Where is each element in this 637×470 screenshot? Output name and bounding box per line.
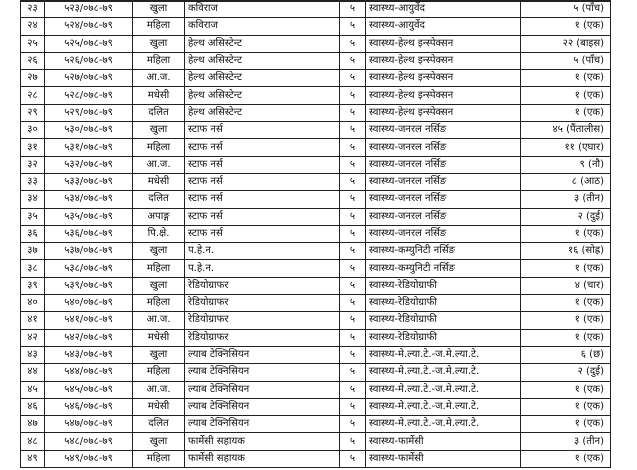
level-cell: ५: [340, 52, 366, 69]
quota-group-cell: महिला: [133, 260, 185, 277]
vacancy-count-cell: ६ (छ): [521, 346, 611, 363]
quota-group-cell: महिला: [133, 450, 185, 467]
level-cell: ५: [340, 18, 366, 35]
quota-group-cell: खुला: [133, 243, 185, 260]
post-name-cell: ल्याब टेक्निसियन: [185, 398, 340, 415]
service-group-cell: स्वास्थ्य-कम्युनिटी नर्सिङ: [366, 243, 521, 260]
level-cell: ५: [340, 104, 366, 121]
table-row: [21, 191, 611, 208]
service-group-cell: स्वास्थ्य-रेडियोग्राफी: [366, 329, 521, 346]
vacancy-count-cell: १ (एक): [521, 312, 611, 329]
table-row: [21, 18, 611, 35]
serial-number-cell: ४२: [21, 329, 45, 346]
serial-number-cell: ४१: [21, 312, 45, 329]
post-name-cell: हेल्थ असिस्टेन्ट: [185, 87, 340, 104]
table-row: [21, 156, 611, 173]
serial-number-cell: २६: [21, 52, 45, 69]
service-group-cell: स्वास्थ्य-हेल्थ इन्स्पेक्सन: [366, 52, 521, 69]
service-group-cell: स्वास्थ्य-रेडियोग्राफी: [366, 312, 521, 329]
advertisement-code-cell: ५३९/०७८-७९: [45, 277, 133, 294]
post-name-cell: फार्मेसी सहायक: [185, 450, 340, 467]
quota-group-cell: दलित: [133, 104, 185, 121]
serial-number-cell: ४७: [21, 416, 45, 433]
serial-number-cell: ३६: [21, 225, 45, 242]
table-row: [21, 398, 611, 415]
quota-group-cell: मधेसी: [133, 87, 185, 104]
service-group-cell: स्वास्थ्य-जनरल नर्सिङ: [366, 208, 521, 225]
vacancy-count-cell: २२ (बाइस): [521, 35, 611, 52]
serial-number-cell: ३२: [21, 156, 45, 173]
service-group-cell: स्वास्थ्य-मे.ल्या.टे.-ज.मे.ल्या.टे.: [366, 398, 521, 415]
table-row: [21, 87, 611, 104]
advertisement-code-cell: ५३०/०७८-७९: [45, 122, 133, 139]
service-group-cell: स्वास्थ्य-रेडियोग्राफी: [366, 277, 521, 294]
vacancy-count-cell: १ (एक): [521, 260, 611, 277]
vacancy-count-cell: ३ (तीन): [521, 191, 611, 208]
service-group-cell: स्वास्थ्य-मे.ल्या.टे.-ज.मे.ल्या.टे.: [366, 346, 521, 363]
level-cell: ५: [340, 381, 366, 398]
level-cell: ५: [340, 70, 366, 87]
post-name-cell: फार्मेसी सहायक: [185, 433, 340, 450]
table-row: [21, 122, 611, 139]
vacancy-table-page: [20, 0, 610, 468]
quota-group-cell: अपाङ्ग: [133, 208, 185, 225]
level-cell: ५: [340, 35, 366, 52]
serial-number-cell: २७: [21, 70, 45, 87]
level-cell: ५: [340, 450, 366, 467]
post-name-cell: ल्याब टेक्निसियन: [185, 381, 340, 398]
vacancy-count-cell: २ (दुई): [521, 364, 611, 381]
quota-group-cell: महिला: [133, 364, 185, 381]
service-group-cell: स्वास्थ्य-आयुर्वेद: [366, 1, 521, 18]
level-cell: ५: [340, 1, 366, 18]
level-cell: ५: [340, 156, 366, 173]
serial-number-cell: २८: [21, 87, 45, 104]
table-row: [21, 173, 611, 190]
level-cell: ५: [340, 312, 366, 329]
vacancy-table: [20, 0, 611, 468]
vacancy-count-cell: २ (दुई): [521, 208, 611, 225]
advertisement-code-cell: ५४६/०७८-७९: [45, 398, 133, 415]
post-name-cell: रेडियोग्राफर: [185, 312, 340, 329]
vacancy-count-cell: १ (एक): [521, 295, 611, 312]
vacancy-count-cell: १ (एक): [521, 329, 611, 346]
serial-number-cell: ३५: [21, 208, 45, 225]
quota-group-cell: मधेसी: [133, 329, 185, 346]
advertisement-code-cell: ५२९/०७८-७९: [45, 104, 133, 121]
vacancy-count-cell: १ (एक): [521, 416, 611, 433]
post-name-cell: हेल्थ असिस्टेन्ट: [185, 52, 340, 69]
advertisement-code-cell: ५३७/०७८-७९: [45, 243, 133, 260]
serial-number-cell: ४५: [21, 381, 45, 398]
advertisement-code-cell: ५४८/०७८-७९: [45, 433, 133, 450]
level-cell: ५: [340, 416, 366, 433]
advertisement-code-cell: ५३२/०७८-७९: [45, 156, 133, 173]
table-row: [21, 243, 611, 260]
level-cell: ५: [340, 364, 366, 381]
advertisement-code-cell: ५२७/०७८-७९: [45, 70, 133, 87]
table-body: [21, 1, 611, 468]
advertisement-code-cell: ५३१/०७८-७९: [45, 139, 133, 156]
level-cell: ५: [340, 139, 366, 156]
advertisement-code-cell: ५२४/०७८-७९: [45, 18, 133, 35]
serial-number-cell: ४४: [21, 364, 45, 381]
post-name-cell: स्टाफ नर्स: [185, 156, 340, 173]
service-group-cell: स्वास्थ्य-जनरल नर्सिङ: [366, 122, 521, 139]
table-row: [21, 346, 611, 363]
service-group-cell: स्वास्थ्य-जनरल नर्सिङ: [366, 139, 521, 156]
vacancy-count-cell: १ (एक): [521, 18, 611, 35]
advertisement-code-cell: ५४३/०७८-७९: [45, 346, 133, 363]
advertisement-code-cell: ५४७/०७८-७९: [45, 416, 133, 433]
level-cell: ५: [340, 433, 366, 450]
serial-number-cell: ४३: [21, 346, 45, 363]
serial-number-cell: ३४: [21, 191, 45, 208]
post-name-cell: ल्याब टेक्निसियन: [185, 346, 340, 363]
advertisement-code-cell: ५४१/०७८-७९: [45, 312, 133, 329]
quota-group-cell: खुला: [133, 1, 185, 18]
serial-number-cell: ४६: [21, 398, 45, 415]
service-group-cell: स्वास्थ्य-जनरल नर्सिङ: [366, 191, 521, 208]
serial-number-cell: ३८: [21, 260, 45, 277]
quota-group-cell: महिला: [133, 18, 185, 35]
service-group-cell: स्वास्थ्य-फार्मेसी: [366, 433, 521, 450]
table-row: [21, 381, 611, 398]
table-row: [21, 277, 611, 294]
post-name-cell: स्टाफ नर्स: [185, 225, 340, 242]
quota-group-cell: आ.ज.: [133, 70, 185, 87]
advertisement-code-cell: ५४०/०७८-७९: [45, 295, 133, 312]
level-cell: ५: [340, 295, 366, 312]
quota-group-cell: महिला: [133, 139, 185, 156]
vacancy-count-cell: १ (एक): [521, 225, 611, 242]
level-cell: ५: [340, 225, 366, 242]
level-cell: ५: [340, 346, 366, 363]
post-name-cell: स्टाफ नर्स: [185, 173, 340, 190]
advertisement-code-cell: ५२५/०७८-७९: [45, 35, 133, 52]
advertisement-code-cell: ५३६/०७८-७९: [45, 225, 133, 242]
service-group-cell: स्वास्थ्य-फार्मेसी: [366, 450, 521, 467]
post-name-cell: हेल्थ असिस्टेन्ट: [185, 104, 340, 121]
service-group-cell: स्वास्थ्य-जनरल नर्सिङ: [366, 156, 521, 173]
vacancy-count-cell: ८ (आठ): [521, 173, 611, 190]
level-cell: ५: [340, 208, 366, 225]
service-group-cell: स्वास्थ्य-जनरल नर्सिङ: [366, 225, 521, 242]
service-group-cell: स्वास्थ्य-मे.ल्या.टे.-ज.मे.ल्या.टे.: [366, 416, 521, 433]
quota-group-cell: आ.ज.: [133, 381, 185, 398]
quota-group-cell: मधेसी: [133, 173, 185, 190]
post-name-cell: कविराज: [185, 1, 340, 18]
quota-group-cell: मधेसी: [133, 398, 185, 415]
serial-number-cell: ३०: [21, 122, 45, 139]
quota-group-cell: आ.ज.: [133, 312, 185, 329]
table-row: [21, 260, 611, 277]
table-row: [21, 312, 611, 329]
table-row: [21, 225, 611, 242]
vacancy-count-cell: ११ (एघार): [521, 139, 611, 156]
level-cell: ५: [340, 329, 366, 346]
post-name-cell: हेल्थ असिस्टेन्ट: [185, 70, 340, 87]
quota-group-cell: पि.क्षे.: [133, 225, 185, 242]
serial-number-cell: ३३: [21, 173, 45, 190]
service-group-cell: स्वास्थ्य-मे.ल्या.टे.-ज.मे.ल्या.टे.: [366, 364, 521, 381]
service-group-cell: स्वास्थ्य-हेल्थ इन्स्पेक्सन: [366, 35, 521, 52]
post-name-cell: ल्याब टेक्निसियन: [185, 416, 340, 433]
quota-group-cell: खुला: [133, 346, 185, 363]
serial-number-cell: २४: [21, 18, 45, 35]
quota-group-cell: खुला: [133, 35, 185, 52]
post-name-cell: प.हे.न.: [185, 243, 340, 260]
post-name-cell: स्टाफ नर्स: [185, 122, 340, 139]
post-name-cell: स्टाफ नर्स: [185, 208, 340, 225]
service-group-cell: स्वास्थ्य-हेल्थ इन्स्पेक्सन: [366, 87, 521, 104]
service-group-cell: स्वास्थ्य-मे.ल्या.टे.-ज.मे.ल्या.टे.: [366, 381, 521, 398]
level-cell: ५: [340, 398, 366, 415]
serial-number-cell: २३: [21, 1, 45, 18]
level-cell: ५: [340, 173, 366, 190]
level-cell: ५: [340, 260, 366, 277]
service-group-cell: स्वास्थ्य-रेडियोग्राफी: [366, 295, 521, 312]
vacancy-count-cell: १ (एक): [521, 381, 611, 398]
vacancy-count-cell: १६ (सोह्र): [521, 243, 611, 260]
table-row: [21, 104, 611, 121]
advertisement-code-cell: ५३८/०७८-७९: [45, 260, 133, 277]
post-name-cell: प.हे.न.: [185, 260, 340, 277]
advertisement-code-cell: ५४५/०७८-७९: [45, 381, 133, 398]
table-row: [21, 416, 611, 433]
post-name-cell: स्टाफ नर्स: [185, 139, 340, 156]
level-cell: ५: [340, 243, 366, 260]
advertisement-code-cell: ५४४/०७८-७९: [45, 364, 133, 381]
quota-group-cell: दलित: [133, 416, 185, 433]
table-row: [21, 52, 611, 69]
post-name-cell: स्टाफ नर्स: [185, 191, 340, 208]
advertisement-code-cell: ५३५/०७८-७९: [45, 208, 133, 225]
table-row: [21, 364, 611, 381]
level-cell: ५: [340, 122, 366, 139]
advertisement-code-cell: ५४९/०७८-७९: [45, 450, 133, 467]
vacancy-count-cell: ४ (चार): [521, 277, 611, 294]
vacancy-count-cell: १ (एक): [521, 104, 611, 121]
advertisement-code-cell: ५३४/०७८-७९: [45, 191, 133, 208]
serial-number-cell: ४८: [21, 433, 45, 450]
vacancy-count-cell: १ (एक): [521, 398, 611, 415]
advertisement-code-cell: ५२८/०७८-७९: [45, 87, 133, 104]
table-row: [21, 208, 611, 225]
vacancy-count-cell: ४५ (पैंतालीस): [521, 122, 611, 139]
advertisement-code-cell: ५४२/०७८-७९: [45, 329, 133, 346]
serial-number-cell: ४९: [21, 450, 45, 467]
post-name-cell: ल्याब टेक्निसियन: [185, 364, 340, 381]
serial-number-cell: ४०: [21, 295, 45, 312]
service-group-cell: स्वास्थ्य-कम्युनिटी नर्सिङ: [366, 260, 521, 277]
table-row: [21, 70, 611, 87]
service-group-cell: स्वास्थ्य-हेल्थ इन्स्पेक्सन: [366, 104, 521, 121]
serial-number-cell: ३१: [21, 139, 45, 156]
table-row: [21, 35, 611, 52]
vacancy-count-cell: १ (एक): [521, 87, 611, 104]
vacancy-count-cell: १ (एक): [521, 450, 611, 467]
quota-group-cell: खुला: [133, 433, 185, 450]
advertisement-code-cell: ५३३/०७८-७९: [45, 173, 133, 190]
service-group-cell: स्वास्थ्य-जनरल नर्सिङ: [366, 173, 521, 190]
quota-group-cell: आ.ज.: [133, 156, 185, 173]
level-cell: ५: [340, 277, 366, 294]
table-row: [21, 295, 611, 312]
quota-group-cell: खुला: [133, 277, 185, 294]
quota-group-cell: खुला: [133, 122, 185, 139]
post-name-cell: रेडियोग्राफर: [185, 295, 340, 312]
vacancy-count-cell: १ (एक): [521, 70, 611, 87]
service-group-cell: स्वास्थ्य-हेल्थ इन्स्पेक्सन: [366, 70, 521, 87]
advertisement-code-cell: ५२६/०७८-७९: [45, 52, 133, 69]
vacancy-count-cell: ९ (नौ): [521, 156, 611, 173]
serial-number-cell: ३७: [21, 243, 45, 260]
vacancy-count-cell: ५ (पाँच): [521, 52, 611, 69]
vacancy-count-cell: ५ (पाँच): [521, 1, 611, 18]
table-row: [21, 433, 611, 450]
vacancy-count-cell: ३ (तीन): [521, 433, 611, 450]
serial-number-cell: २५: [21, 35, 45, 52]
serial-number-cell: २९: [21, 104, 45, 121]
service-group-cell: स्वास्थ्य-आयुर्वेद: [366, 18, 521, 35]
post-name-cell: रेडियोग्राफर: [185, 277, 340, 294]
serial-number-cell: ३९: [21, 277, 45, 294]
quota-group-cell: दलित: [133, 191, 185, 208]
quota-group-cell: महिला: [133, 295, 185, 312]
table-top-border: [20, 0, 610, 2]
table-row: [21, 139, 611, 156]
level-cell: ५: [340, 87, 366, 104]
quota-group-cell: महिला: [133, 52, 185, 69]
table-row: [21, 1, 611, 18]
post-name-cell: रेडियोग्राफर: [185, 329, 340, 346]
advertisement-code-cell: ५२३/०७८-७९: [45, 1, 133, 18]
post-name-cell: कविराज: [185, 18, 340, 35]
post-name-cell: हेल्थ असिस्टेन्ट: [185, 35, 340, 52]
table-row: [21, 329, 611, 346]
level-cell: ५: [340, 191, 366, 208]
table-row: [21, 450, 611, 467]
